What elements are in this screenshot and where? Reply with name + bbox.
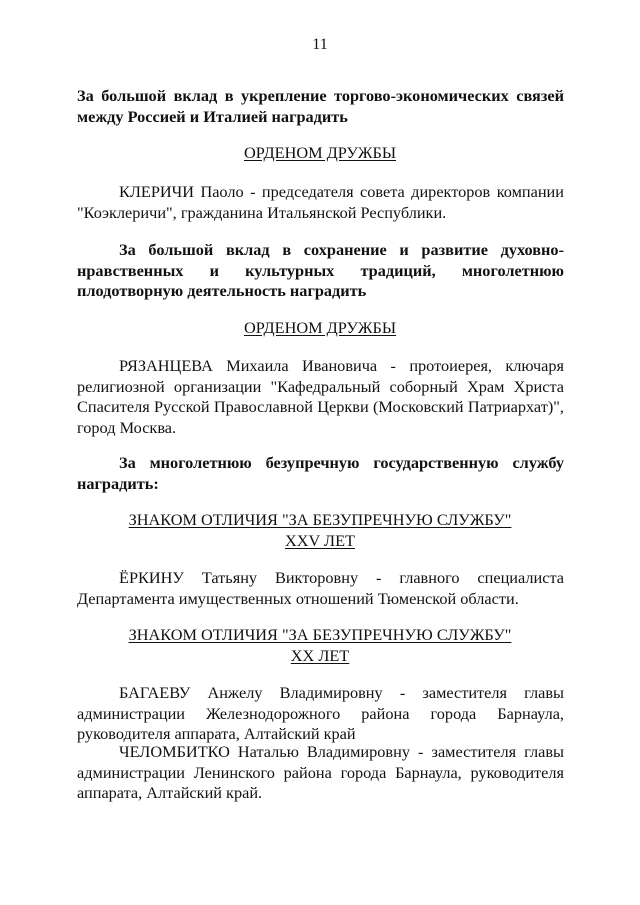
- award-title: ЗНАКОМ ОТЛИЧИЯ "ЗА БЕЗУПРЕЧНУЮ СЛУЖБУ": [128, 625, 512, 644]
- section-3-recipient: ЁРКИНУ Татьяну Викторовну - главного специалиста Департамента имущественных отношений Тюменской области.: [77, 568, 564, 608]
- award-title: ОРДЕНОМ ДРУЖБЫ: [243, 318, 397, 337]
- section-2-intro: За большой вклад в сохранение и развитие духовно-нравственных и культурных традиций, многолетнюю плодотворную деятельность наградить: [77, 240, 564, 300]
- section-1-recipient: КЛЕРИЧИ Паоло - председателя совета директоров компании "Коэклеричи", гражданина Итальянской Республики.: [77, 182, 564, 222]
- section-4-award: [0, 625, 640, 666]
- section-2-recipient: РЯЗАНЦЕВА Михаила Ивановича - протоиерея, ключаря религиозной организации "Кафедральный соборный Храм Христа Спасителя Русской Православной Церкви (Московский Патриархат)", город Москва.: [77, 356, 564, 437]
- section-2-award: [0, 318, 640, 339]
- award-years: XX ЛЕТ: [290, 645, 350, 665]
- award-title: ЗНАКОМ ОТЛИЧИЯ "ЗА БЕЗУПРЕЧНУЮ СЛУЖБУ": [128, 510, 512, 529]
- section-4-recipient-2: ЧЕЛОМБИТКО Наталью Владимировну - заместителя главы администрации Ленинского района города Барнаула, руководителя аппарата, Алтайский край.: [77, 742, 564, 802]
- page-number: 11: [312, 36, 328, 53]
- section-4-recipient-1: БАГАЕВУ Анжелу Владимировну - заместителя главы администрации Железнодорожного района города Барнаула, руководителя аппарата, Алтайский край: [77, 683, 564, 743]
- section-1-award: [0, 143, 640, 164]
- award-title: ОРДЕНОМ ДРУЖБЫ: [243, 143, 397, 162]
- section-1-intro: За большой вклад в укрепление торгово-экономических связей между Россией и Италией наградить: [77, 86, 564, 126]
- section-3-intro: За многолетнюю безупречную государственную службу наградить:: [77, 453, 564, 493]
- award-years: XXV ЛЕТ: [285, 530, 355, 550]
- section-3-award: [0, 510, 640, 551]
